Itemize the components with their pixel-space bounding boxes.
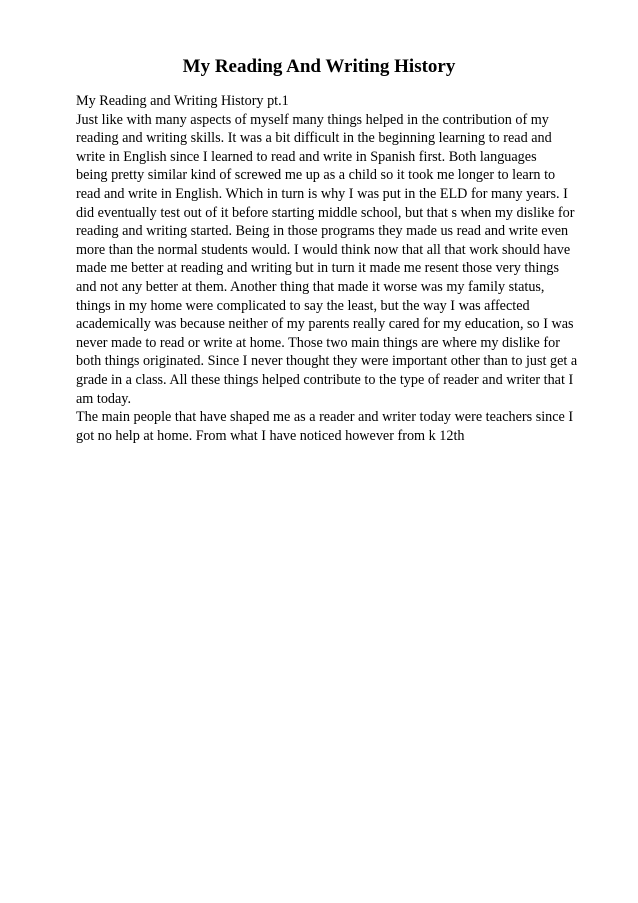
text-line: got no help at home. From what I have noticed however from k 12th	[76, 427, 465, 444]
text-line: never made to read or write at home. Those two main things are where my dislike for	[76, 334, 560, 351]
text-line: academically was because neither of my parents really cared for my education, so I was	[76, 316, 574, 333]
document-body	[76, 92, 596, 445]
text-line: My Reading and Writing History pt.1	[76, 93, 289, 109]
text-line: and not any better at them. Another thing that made it worse was my family status,	[76, 278, 545, 295]
text-line: reading and writing skills. It was a bit difficult in the beginning learning to read and	[76, 130, 552, 147]
text-line: am today.	[76, 390, 132, 407]
document-title: My Reading And Writing History	[182, 56, 456, 77]
text-line: reading and writing started. Being in those programs they made us read and write even	[76, 223, 569, 240]
text-line: Just like with many aspects of myself many things helped in the contribution of my	[76, 111, 549, 128]
text-line: grade in a class. All these things helped contribute to the type of reader and writer that I	[76, 371, 574, 388]
text-line: things in my home were complicated to say the least, but the way I was affected	[76, 297, 530, 314]
text-line: more than the normal students would. I would think now that all that work should have	[76, 241, 571, 258]
text-line: made me better at reading and writing but in turn it made me resent those very things	[76, 260, 560, 277]
text-line: The main people that have shaped me as a reader and writer today were teachers since I	[76, 409, 574, 426]
text-line: being pretty similar kind of screwed me up as a child so it took me longer to learn to	[76, 167, 556, 184]
text-line: read and write in English. Which in turn is why I was put in the ELD for many years. I	[76, 185, 568, 202]
text-line: both things originated. Since I never thought they were important other than to just get a	[76, 353, 578, 370]
text-line: write in English since I learned to read and write in Spanish first. Both languages	[76, 148, 537, 165]
text-line: did eventually test out of it before starting middle school, but that s when my dislike for	[76, 204, 575, 221]
